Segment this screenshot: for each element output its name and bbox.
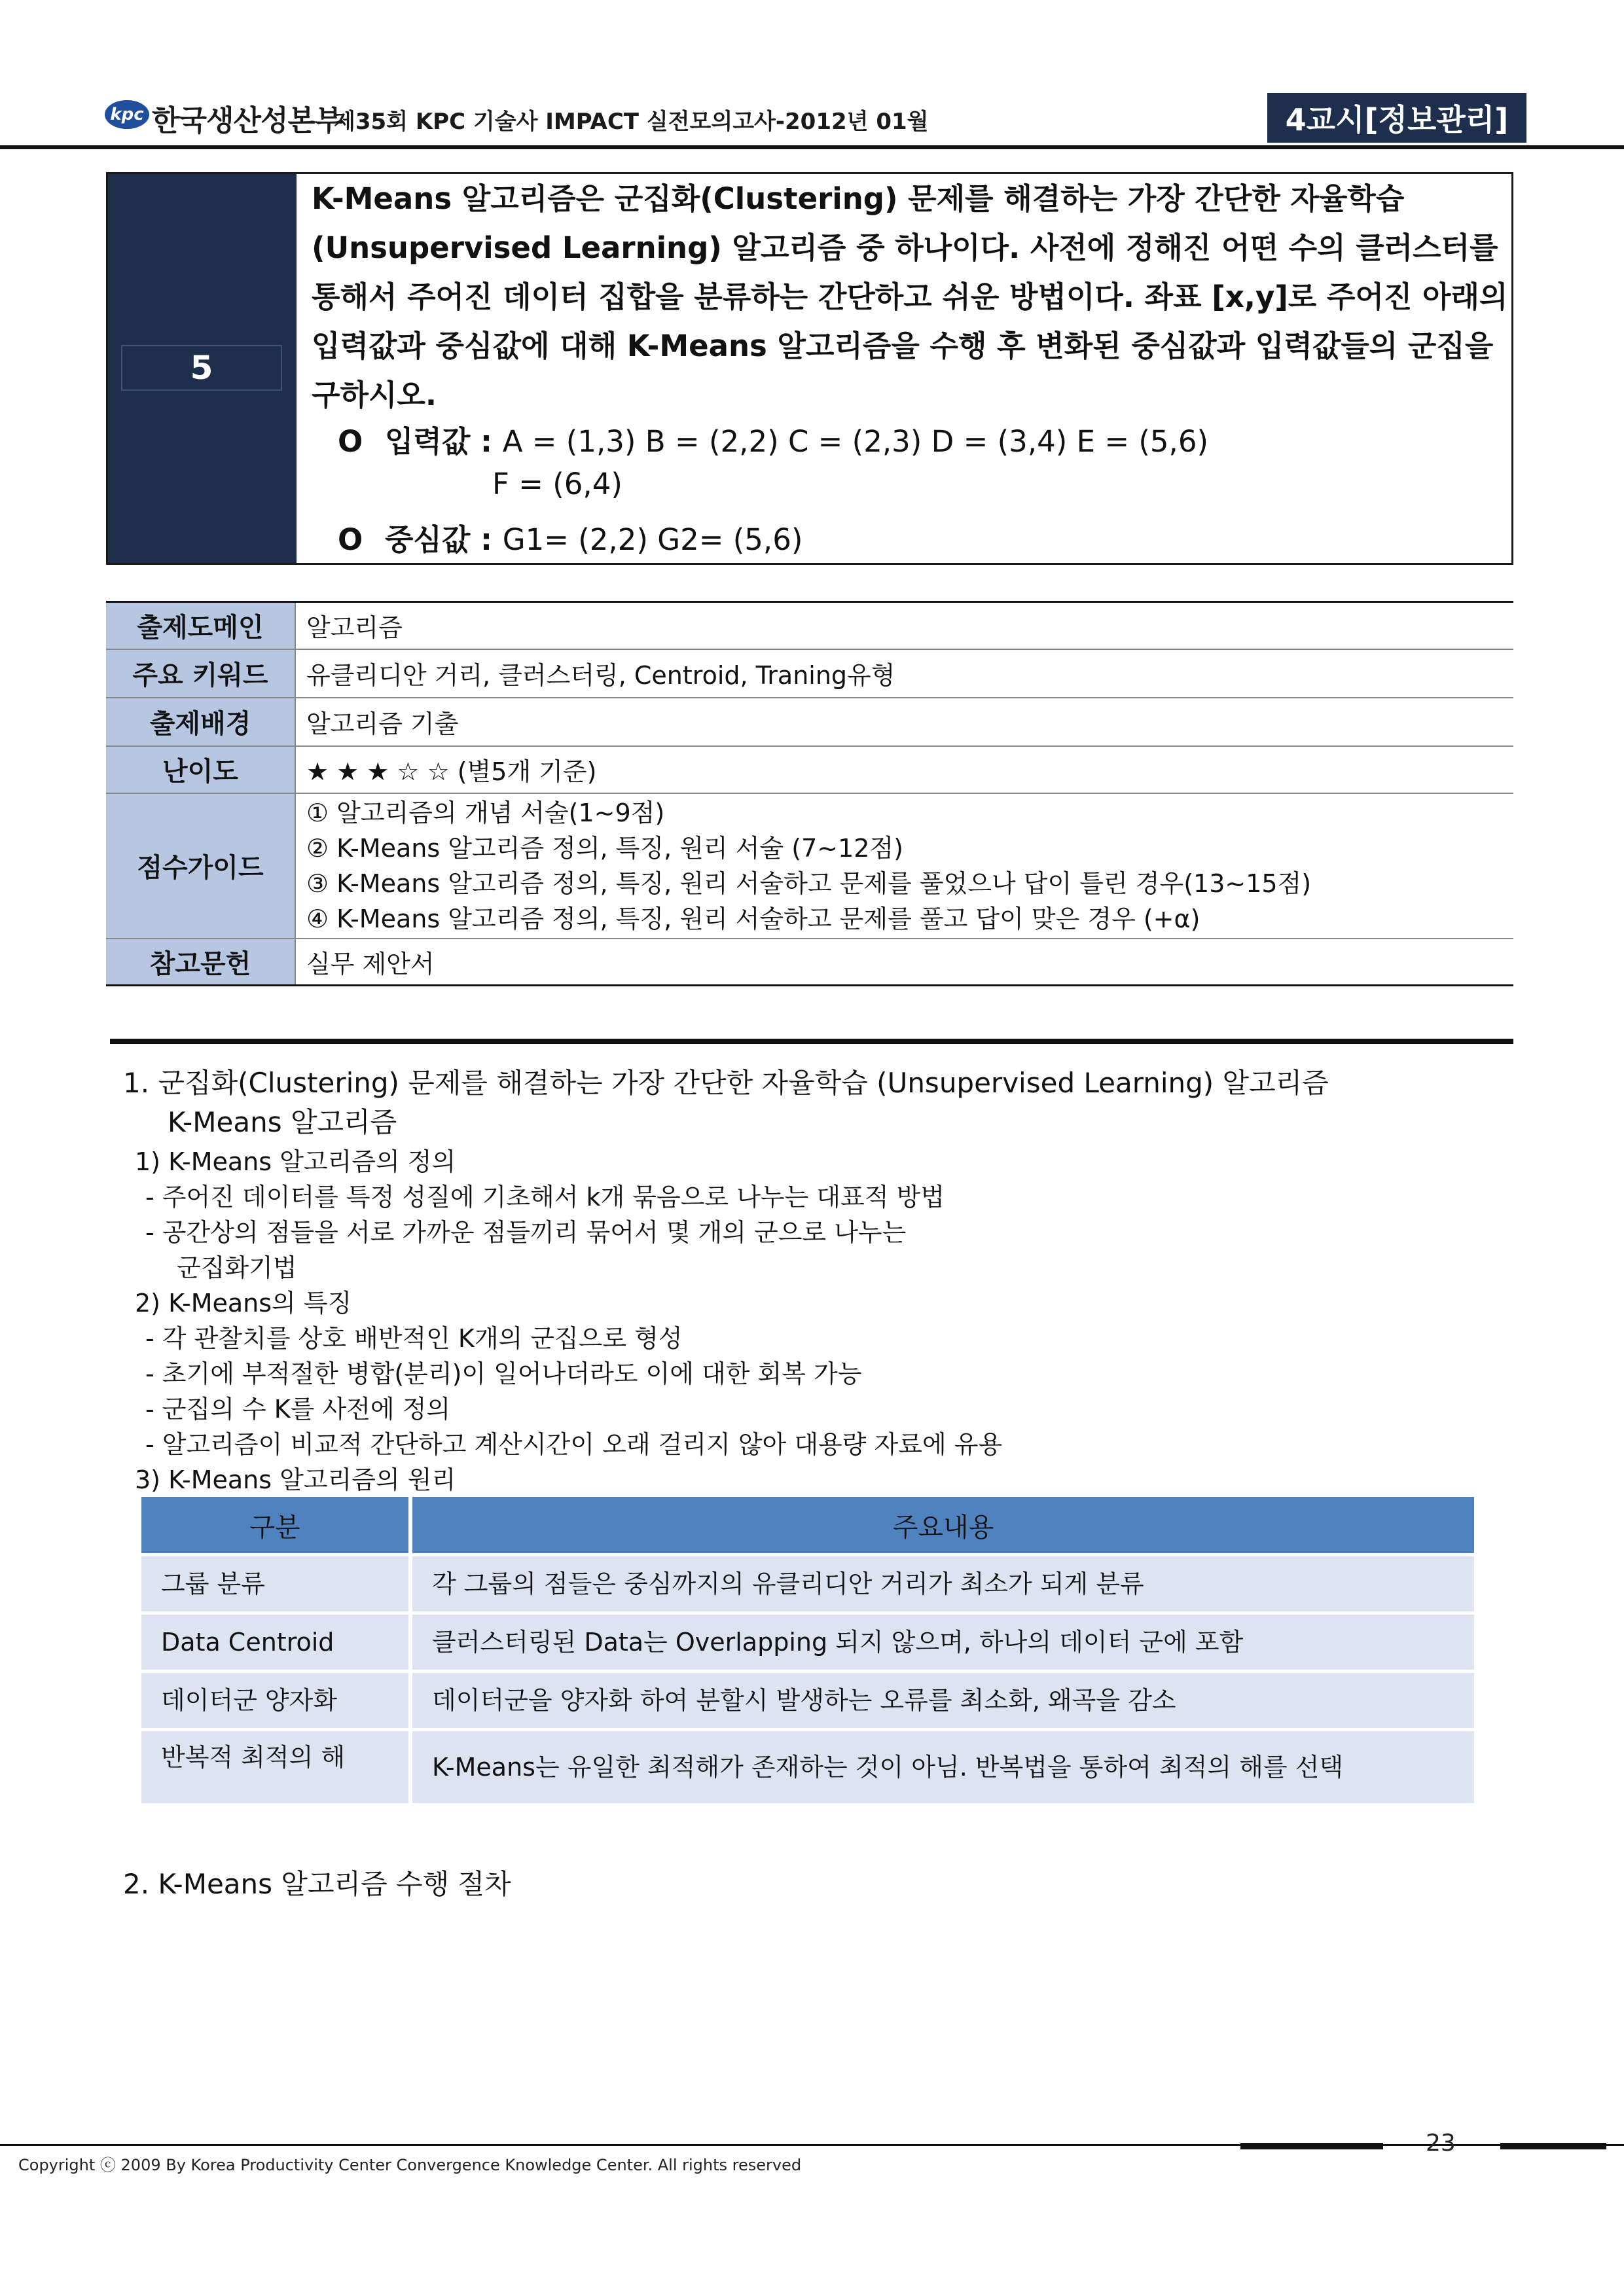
guide-value	[295, 793, 1513, 939]
guide-line: ④ K-Means 알고리즘 정의, 특징, 원리 서술하고 문제를 풀고 답이 맞은 경우 (+α)	[306, 904, 1200, 933]
row-content: 데이터군을 양자화 하여 분할시 발생하는 오류를 최소화, 왜곡을 감소	[412, 1673, 1474, 1728]
background-value: 알고리즘 기출	[295, 698, 1513, 746]
table-row	[141, 1731, 1474, 1803]
info-row-domain	[106, 602, 1513, 649]
row-content: 각 그룹의 점들은 중심까지의 유클리디안 거리가 최소가 되게 분류	[412, 1556, 1474, 1611]
difficulty-label: 난이도	[106, 746, 295, 793]
input-values-cont: F = (6,4)	[492, 467, 623, 501]
row-category: 데이터군 양자화	[141, 1673, 412, 1728]
sub2-title: 2) K-Means의 특징	[135, 1289, 352, 1318]
info-row-background	[106, 698, 1513, 746]
table-row	[141, 1615, 1474, 1670]
difficulty-value: ★ ★ ★ ☆ ☆ (별5개 기준)	[295, 746, 1513, 793]
row-content: 클러스터링된 Data는 Overlapping 되지 않으며, 하나의 데이터 군에 포함	[412, 1615, 1474, 1670]
row-category: Data Centroid	[141, 1615, 412, 1670]
header-content: 주요내용	[412, 1497, 1474, 1553]
header-divider	[0, 145, 1624, 149]
keywords-label: 주요 키워드	[106, 649, 295, 698]
sub1-item: - 공간상의 점들을 서로 가까운 점들끼리 묶어서 몇 개의 군으로 나누는	[145, 1218, 907, 1247]
sub2-item: - 알고리즘이 비교적 간단하고 계산시간이 오래 걸리지 않아 대용량 자료에 유용	[145, 1430, 1003, 1459]
row-category: 그룹 분류	[141, 1556, 412, 1611]
sub2-item: - 각 관찰치를 상호 배반적인 K개의 군집으로 형성	[145, 1324, 683, 1353]
sub1-item: - 주어진 데이터를 특정 성질에 기초해서 k개 묶음으로 나누는 대표적 방법	[145, 1183, 945, 1211]
circle-bullet-icon: O	[338, 522, 363, 557]
row-category: 반복적 최적의 해	[141, 1731, 412, 1803]
sub1-title: 1) K-Means 알고리즘의 정의	[135, 1147, 456, 1176]
section1-title-line1: 1. 군집화(Clustering) 문제를 해결하는 가장 간단한 자율학습 (Unsupervised Learning) 알고리즘	[123, 1067, 1329, 1099]
info-row-reference	[106, 939, 1513, 986]
kpc-logo-icon: kpc	[105, 100, 149, 129]
session-tag: 4교시[정보관리]	[1267, 93, 1526, 143]
info-row-keywords	[106, 649, 1513, 698]
section-divider	[110, 1039, 1513, 1044]
domain-label: 출제도메인	[106, 602, 295, 649]
guide-line: ③ K-Means 알고리즘 정의, 특징, 원리 서술하고 문제를 풀었으나 답이 틀린 경우(13~15점)	[306, 869, 1312, 898]
domain-value: 알고리즘	[306, 613, 403, 643]
guide-line: ① 알고리즘의 개념 서술(1~9점)	[306, 798, 665, 827]
info-row-guide	[106, 793, 1513, 939]
background-label: 출제배경	[106, 698, 295, 746]
footer-accent-bar	[1500, 2143, 1606, 2149]
reference-label: 참고문헌	[106, 939, 295, 986]
sub2-item: - 군집의 수 K를 사전에 정의	[145, 1395, 451, 1424]
table-row	[141, 1556, 1474, 1611]
header-category: 구분	[141, 1497, 412, 1553]
center-values-line: O 중심값 : G1= (2,2) G2= (5,6)	[338, 522, 803, 557]
sub2-item: - 초기에 부적절한 병합(분리)이 일어나더라도 이에 대한 회복 가능	[145, 1359, 862, 1388]
org-name: 한국생산성본부	[152, 104, 342, 137]
exam-title: 제35회 KPC 기술사 IMPACT 실전모의고사-2012년 01월	[334, 109, 929, 135]
principle-table	[141, 1494, 1474, 1806]
keywords-value: 유클리디안 거리, 클러스터링, Centroid, Traning유형	[295, 649, 1513, 698]
question-number: 5	[121, 345, 282, 391]
info-row-difficulty	[106, 746, 1513, 793]
sub3-title: 3) K-Means 알고리즘의 원리	[135, 1465, 456, 1494]
question-info-table	[106, 601, 1513, 986]
section1-title-line2: K-Means 알고리즘	[168, 1106, 397, 1138]
page-number: 23	[1426, 2130, 1456, 2157]
copyright-text: Copyright ⓒ 2009 By Korea Productivity Center Convergence Knowledge Center. All rights reserved	[18, 2156, 802, 2174]
row-content: K-Means는 유일한 최적해가 존재하는 것이 아님. 반복법을 통하여 최적의 해를 선택	[412, 1731, 1474, 1803]
center-values: G1= (2,2) G2= (5,6)	[502, 522, 803, 557]
reference-value: 실무 제안서	[295, 939, 1513, 986]
guide-label: 점수가이드	[106, 793, 295, 939]
guide-line: ② K-Means 알고리즘 정의, 특징, 원리 서술 (7~12점)	[306, 833, 903, 863]
question-text: K-Means 알고리즘은 군집화(Clustering) 문제를 해결하는 가장 간단한 자율학습 (Unsupervised Learning) 알고리즘 중 하나이다. 사전에 정해진 어떤 수의 클러스터를 통해서 주어진 데이터 집합을 분류하는 간단하고 쉬운 방법이다. 좌표 [x,y]로 주어진 아래의 입력값과 중심값에 대해 K-Means 알고리즘을 수행 후 변화된 중심값과 입력값들의 군집을 구하시오.	[312, 181, 1508, 412]
sub1-item-cont: 군집화기법	[177, 1253, 297, 1282]
table-row	[141, 1673, 1474, 1728]
input-values: A = (1,3) B = (2,2) C = (2,3) D = (3,4) E = (5,6)	[502, 424, 1209, 459]
circle-bullet-icon: O	[338, 424, 363, 459]
section2-title: 2. K-Means 알고리즘 수행 절차	[123, 1868, 511, 1900]
center-label: 중심값	[384, 522, 471, 557]
footer-accent-bar	[1240, 2143, 1383, 2149]
input-label: 입력값	[384, 424, 471, 459]
input-values-line: O 입력값 : A = (1,3) B = (2,2) C = (2,3) D = (3,4) E = (5,6)	[338, 424, 1209, 459]
principle-table-header	[141, 1497, 1474, 1553]
